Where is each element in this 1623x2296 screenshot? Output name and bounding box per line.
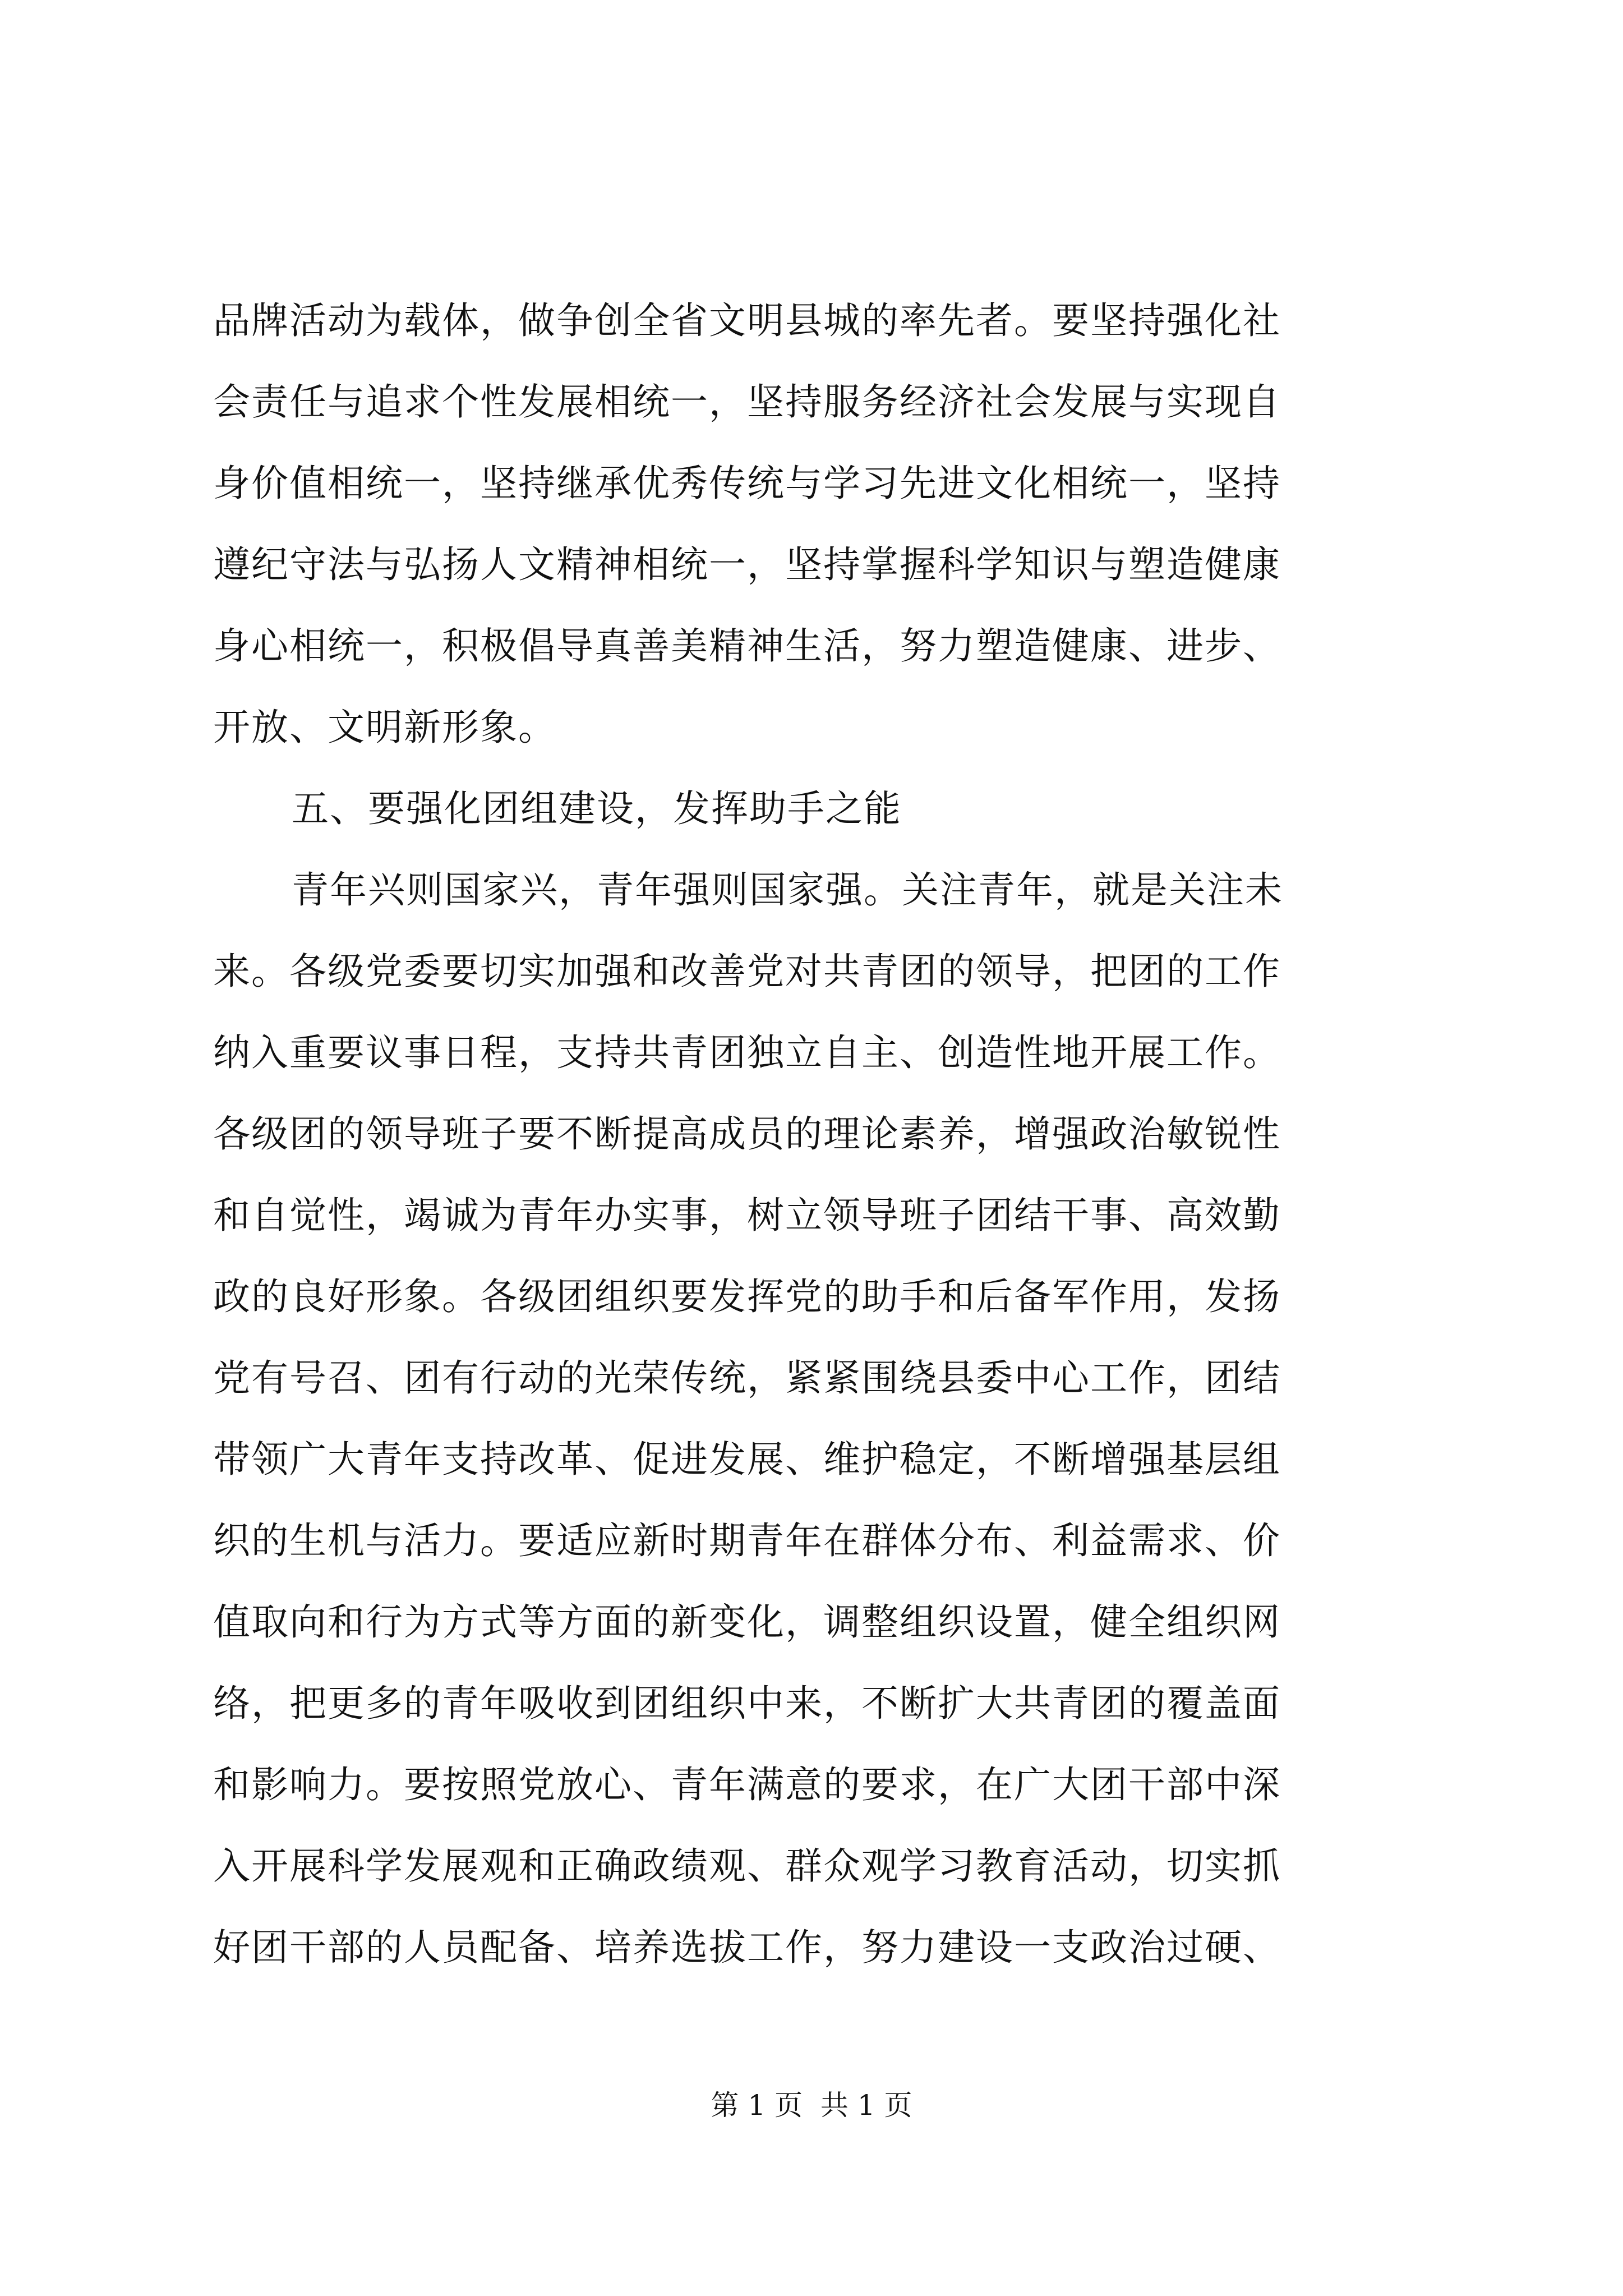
text-line-6: 开放、文明新形象。 — [213, 706, 556, 749]
section-heading: 五、要强化团组建设，发挥助手之能 — [292, 787, 902, 830]
text-line-11: 各级团的领导班子要不断提高成员的理论素养，增强政治敏锐性 — [213, 1112, 1281, 1156]
text-line-16: 织的生机与活力。要适应新时期青年在群体分布、利益需求、价 — [213, 1519, 1281, 1562]
text-line-10: 纳入重要议事日程，支持共青团独立自主、创造性地开展工作。 — [213, 1031, 1281, 1074]
text-line-19: 和影响力。要按照党放心、青年满意的要求，在广大团干部中深 — [213, 1763, 1281, 1806]
text-line-14: 党有号召、团有行动的光荣传统，紧紧围绕县委中心工作，团结 — [213, 1356, 1281, 1400]
text-line-15: 带领广大青年支持改革、促进发展、维护稳定，不断增强基层组 — [213, 1438, 1281, 1481]
text-line-20: 入开展科学发展观和正确政绩观、群众观学习教育活动，切实抓 — [213, 1844, 1281, 1888]
text-line-2: 会责任与追求个性发展相统一，坚持服务经济社会发展与实现自 — [213, 380, 1281, 424]
page-footer: 第 1 页 共 1 页 — [711, 2089, 912, 2122]
text-line-12: 和自觉性，竭诚为青年办实事，树立领导班子团结干事、高效勤 — [213, 1194, 1281, 1237]
text-line-18: 络，把更多的青年吸收到团组织中来，不断扩大共青团的覆盖面 — [213, 1682, 1281, 1725]
text-line-1: 品牌活动为载体，做争创全省文明县城的率先者。要坚持强化社 — [213, 299, 1281, 342]
text-line-21: 好团干部的人员配备、培养选拔工作，努力建设一支政治过硬、 — [213, 1926, 1281, 1969]
text-line-8: 青年兴则国家兴，青年强则国家强。关注青年，就是关注未 — [292, 868, 1283, 912]
text-line-3: 身价值相统一，坚持继承优秀传统与学习先进文化相统一，坚持 — [213, 462, 1281, 505]
text-line-17: 值取向和行为方式等方面的新变化，调整组织设置，健全组织网 — [213, 1600, 1281, 1644]
text-line-13: 政的良好形象。各级团组织要发挥党的助手和后备军作用，发扬 — [213, 1275, 1281, 1318]
text-line-5: 身心相统一，积极倡导真善美精神生活，努力塑造健康、进步、 — [213, 624, 1281, 668]
text-line-4: 遵纪守法与弘扬人文精神相统一，坚持掌握科学知识与塑造健康 — [213, 543, 1281, 586]
text-line-9: 来。各级党委要切实加强和改善党对共青团的领导，把团的工作 — [213, 950, 1281, 993]
